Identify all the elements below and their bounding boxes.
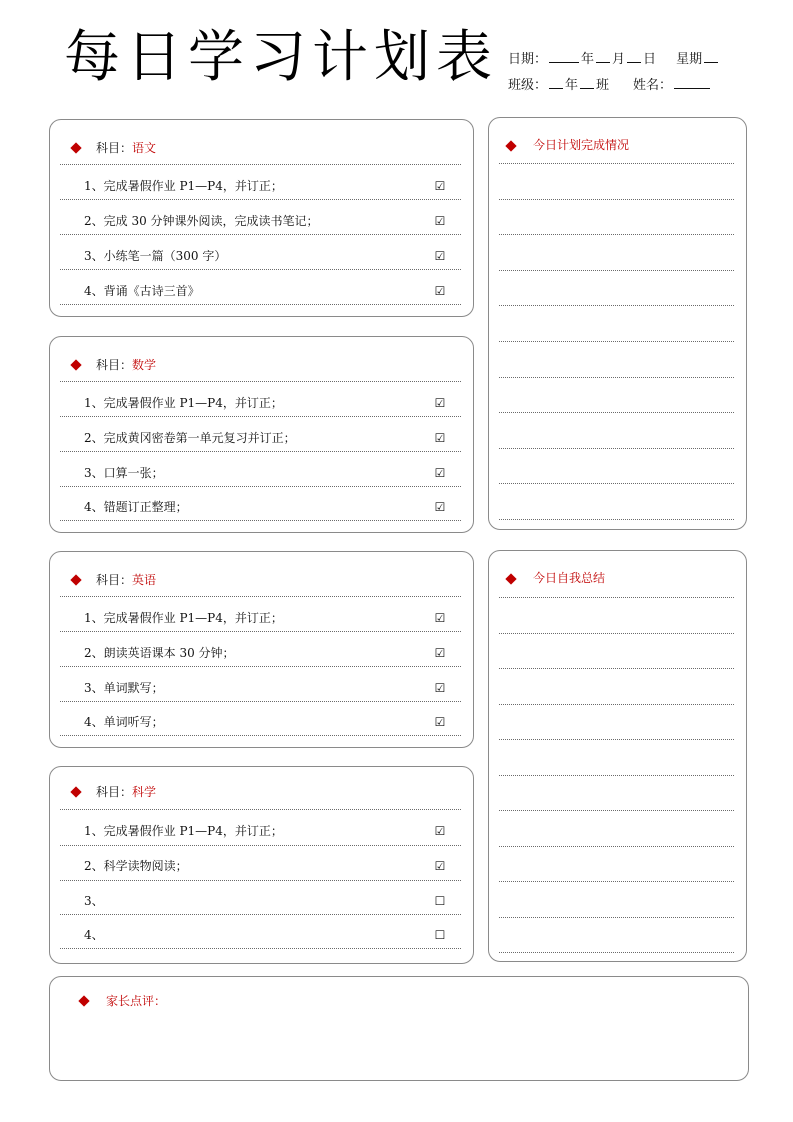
task-item: 3、口算一张；	[84, 466, 164, 480]
parent-comment-panel[interactable]	[49, 976, 749, 1081]
divider	[60, 304, 461, 305]
subject-label: 科目：科学	[96, 785, 157, 799]
writing-line	[499, 633, 734, 634]
divider	[60, 948, 461, 949]
writing-line	[499, 412, 734, 413]
class-label: 班级：	[508, 78, 548, 93]
divider	[60, 880, 461, 881]
diamond-icon	[78, 995, 89, 1006]
class-blank[interactable]	[580, 76, 594, 89]
checked-checkbox-icon[interactable]: ☑	[434, 249, 446, 263]
task-item: 4、背诵《古诗三首》	[84, 284, 200, 298]
diamond-icon	[70, 786, 81, 797]
task-item: 3、	[84, 894, 104, 908]
checked-checkbox-icon[interactable]: ☑	[434, 824, 446, 838]
divider	[60, 269, 461, 270]
summary-panel-title: 今日自我总结	[533, 571, 606, 585]
subject-card-science	[49, 766, 474, 964]
day-label: 日	[643, 52, 657, 67]
diamond-icon	[70, 359, 81, 370]
divider	[60, 735, 461, 736]
divider	[60, 631, 461, 632]
subject-label: 科目：数学	[96, 358, 157, 372]
task-item: 2、朗读英语课本 30 分钟；	[84, 646, 235, 660]
writing-line	[499, 846, 734, 847]
subject-card-chinese	[49, 119, 474, 317]
task-item: 1、完成暑假作业 P1—P4，并订正；	[84, 824, 283, 838]
page-title: 每日学习计划表	[64, 25, 498, 90]
divider	[60, 520, 461, 521]
subject-label: 科目：语文	[96, 141, 157, 155]
writing-line	[499, 483, 734, 484]
unchecked-checkbox-icon[interactable]: ☐	[434, 928, 446, 942]
writing-line	[499, 341, 734, 342]
class-row	[508, 76, 712, 95]
checked-checkbox-icon[interactable]: ☑	[434, 466, 446, 480]
divider	[60, 701, 461, 702]
task-item: 4、单词听写；	[84, 715, 164, 729]
subject-name: 语文	[132, 141, 157, 155]
checked-checkbox-icon[interactable]: ☑	[434, 431, 446, 445]
writing-line	[499, 163, 734, 164]
subject-name: 英语	[132, 573, 157, 587]
name-label: 姓名：	[633, 78, 673, 93]
writing-line	[499, 199, 734, 200]
divider	[60, 914, 461, 915]
writing-line	[499, 952, 734, 953]
writing-line	[499, 377, 734, 378]
subject-label: 科目：英语	[96, 573, 157, 587]
date-row	[508, 50, 720, 69]
divider	[60, 381, 461, 382]
year-blank[interactable]	[549, 50, 579, 63]
writing-line	[499, 519, 734, 520]
divider	[60, 596, 461, 597]
task-item: 1、完成暑假作业 P1—P4，并订正；	[84, 179, 283, 193]
divider	[60, 234, 461, 235]
grade-label: 年	[565, 78, 579, 93]
checked-checkbox-icon[interactable]: ☑	[434, 859, 446, 873]
checked-checkbox-icon[interactable]: ☑	[434, 179, 446, 193]
writing-line	[499, 810, 734, 811]
checked-checkbox-icon[interactable]: ☑	[434, 646, 446, 660]
weekday-label: 星期	[676, 52, 703, 67]
task-item: 2、科学读物阅读；	[84, 859, 188, 873]
subject-name: 数学	[132, 358, 157, 372]
name-blank[interactable]	[674, 76, 710, 89]
writing-line	[499, 704, 734, 705]
task-item: 1、完成暑假作业 P1—P4，并订正；	[84, 611, 283, 625]
writing-line	[499, 597, 734, 598]
task-item: 1、完成暑假作业 P1—P4，并订正；	[84, 396, 283, 410]
divider	[60, 416, 461, 417]
checked-checkbox-icon[interactable]: ☑	[434, 715, 446, 729]
divider	[60, 164, 461, 165]
checked-checkbox-icon[interactable]: ☑	[434, 500, 446, 514]
diamond-icon	[70, 574, 81, 585]
class-unit-label: 班	[596, 78, 610, 93]
writing-line	[499, 305, 734, 306]
unchecked-checkbox-icon[interactable]: ☐	[434, 894, 446, 908]
checked-checkbox-icon[interactable]: ☑	[434, 284, 446, 298]
writing-line	[499, 739, 734, 740]
task-item: 3、小练笔一篇（300 字）	[84, 249, 227, 263]
divider	[60, 451, 461, 452]
year-label: 年	[581, 52, 595, 67]
divider	[60, 845, 461, 846]
subject-card-math	[49, 336, 474, 533]
grade-blank[interactable]	[549, 76, 563, 89]
completion-panel-title: 今日计划完成情况	[533, 138, 630, 152]
divider	[60, 486, 461, 487]
summary-panel	[488, 550, 747, 962]
checked-checkbox-icon[interactable]: ☑	[434, 681, 446, 695]
parent-comment-title: 家长点评：	[106, 994, 167, 1008]
divider	[60, 199, 461, 200]
weekday-blank[interactable]	[704, 50, 718, 63]
completion-panel	[488, 117, 747, 530]
writing-line	[499, 881, 734, 882]
checked-checkbox-icon[interactable]: ☑	[434, 611, 446, 625]
checked-checkbox-icon[interactable]: ☑	[434, 396, 446, 410]
diamond-icon	[505, 573, 516, 584]
subject-card-english	[49, 551, 474, 748]
divider	[60, 666, 461, 667]
task-item: 3、单词默写；	[84, 681, 164, 695]
task-item: 2、完成黄冈密卷第一单元复习并订正；	[84, 431, 296, 445]
day-blank[interactable]	[627, 50, 641, 63]
writing-line	[499, 668, 734, 669]
month-label: 月	[612, 52, 626, 67]
task-item: 2、完成 30 分钟课外阅读，完成读书笔记；	[84, 214, 319, 228]
diamond-icon	[70, 142, 81, 153]
divider	[60, 809, 461, 810]
writing-line	[499, 234, 734, 235]
checked-checkbox-icon[interactable]: ☑	[434, 214, 446, 228]
month-blank[interactable]	[596, 50, 610, 63]
writing-line	[499, 270, 734, 271]
writing-line	[499, 448, 734, 449]
date-label: 日期：	[508, 52, 548, 67]
subject-name: 科学	[132, 785, 157, 799]
writing-line	[499, 775, 734, 776]
writing-line	[499, 917, 734, 918]
task-item: 4、错题订正整理；	[84, 500, 188, 514]
diamond-icon	[505, 140, 516, 151]
task-item: 4、	[84, 928, 104, 942]
